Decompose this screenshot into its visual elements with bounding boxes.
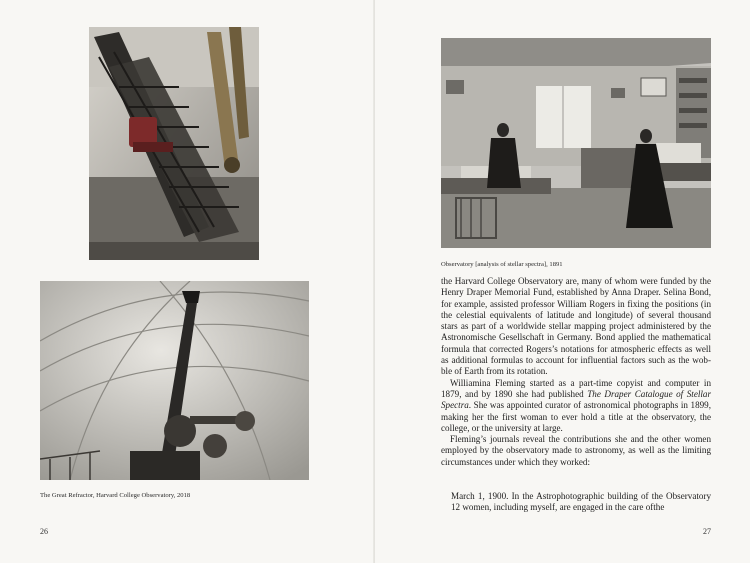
block-quote: March 1, 1900. In the Astrophotographic building of the Observatory 12 women, including myself, are engaged in the care ofthe bbox=[451, 491, 711, 513]
book-title: The Draper Catalogue of Stellar Spectra bbox=[441, 388, 711, 411]
body-text bbox=[441, 276, 711, 468]
paragraph: the Harvard College Observatory are, many of whom were funded by the Henry Draper Memorial Fund, established by Anna Draper. Selina Bond, for example, assisted professor William Rogers in fixing the positions (in the celestial equivalents of latitude and longitude) of several thousand stars as part of a worldwide stellar mapping project administered by the Astronomische Gesellschaft in Germany. Bond applied the mathematical formula that corrected Rogers’s notations for atmospheric effects as well as additional formulas to account for influential factors such as the wobble of Earth from its rotation. bbox=[441, 276, 711, 377]
text-run: . She was appointed curator of astronomical photographs in 1899, making her the first woman to ever hold a title at the observatory, the college, or the university at large. bbox=[441, 400, 711, 433]
paragraph bbox=[441, 378, 711, 434]
text-run: Williamina Fleming started as a part-time copyist and computer in 1879, and by 1890 she had published bbox=[441, 377, 711, 399]
page-number: 27 bbox=[703, 527, 711, 536]
photo-caption: Observatory [analysis of stellar spectra], 1891 bbox=[441, 261, 563, 268]
left-page bbox=[0, 0, 374, 563]
paragraph: Fleming’s journals reveal the contributions she and the other women employed by the observatory made to astronomy, as well as the limiting circumstances under which they worked: bbox=[441, 434, 711, 467]
page-number: 26 bbox=[40, 527, 48, 536]
great-refractor-photo bbox=[40, 281, 309, 480]
photo-caption: The Great Refractor, Harvard College Observatory, 2018 bbox=[40, 492, 191, 499]
observatory-office-photo bbox=[441, 38, 711, 248]
right-page bbox=[375, 0, 750, 563]
telescope-mount-photo bbox=[89, 27, 259, 260]
